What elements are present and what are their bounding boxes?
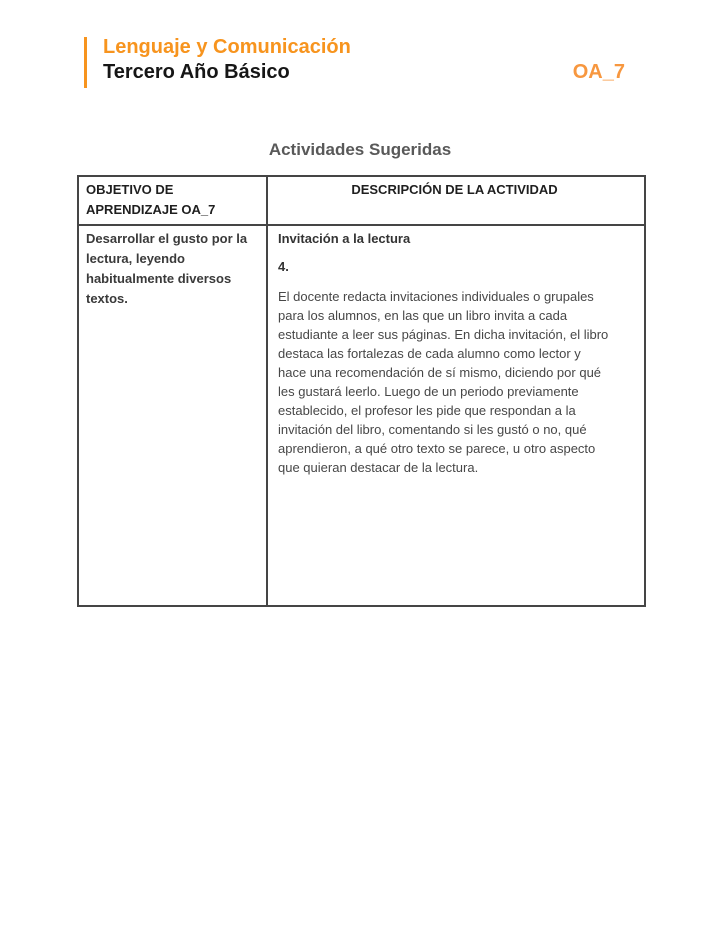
table-header-row [78,176,645,225]
objective-column-header: OBJETIVO DE APRENDIZAJE OA_7 [78,176,267,225]
description-column-header: DESCRIPCIÓN DE LA ACTIVIDAD [267,176,645,225]
table-row [78,225,645,606]
subject-title: Lenguaje y Comunicación [103,36,351,58]
grade-level: Tercero Año Básico [103,61,290,83]
activity-number: 4. [278,259,289,274]
activity-description: El docente redacta invitaciones individuales o grupales para los alumnos, en las que un libro invita a cada estudiante a leer sus páginas. En dicha invitación, el libro destaca las fortalezas de cada alumno como lector y hace una recomendación de sí mismo, diciendo por qué les gustará leerlo. Luego de un periodo previamente establecido, el profesor les pide que respondan a la invitación del libro, comentando si les gustó o no, qué aprendieron, a qué otro texto se parece, u otro aspecto que quieran destacar de la lectura. [278,289,609,475]
orange-accent-bar [84,37,87,88]
document-header [103,35,625,85]
oa-code: OA_7 [572,61,625,83]
activity-cell [267,225,645,606]
activity-title: Invitación a la lectura [278,231,411,246]
activity-table [77,175,646,607]
grade-row [103,60,625,85]
section-title: Actividades Sugeridas [268,140,452,159]
objective-cell: Desarrollar el gusto por la lectura, leyendo habitualmente diversos textos. [78,225,267,606]
